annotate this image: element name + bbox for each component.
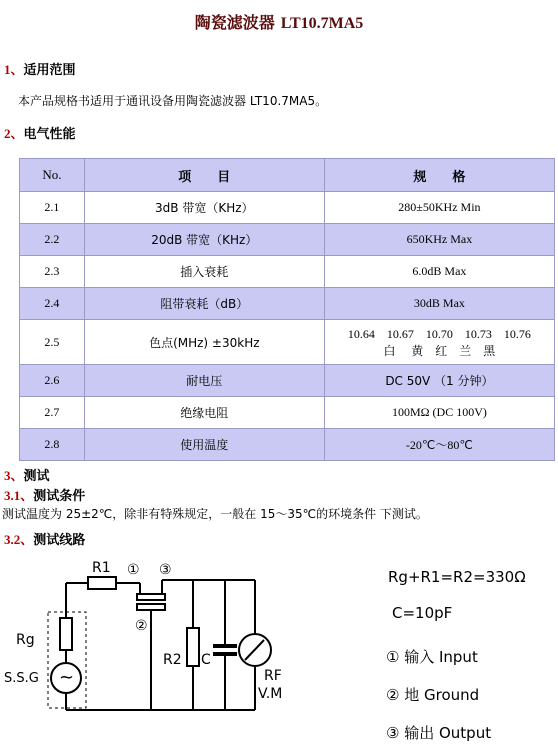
section-3-heading	[4, 465, 50, 484]
section-1-text: 本产品规格书适用于通讯设备用陶瓷滤波器 LT10.7MA5。	[18, 94, 328, 108]
row-spec: 6.0dB Max	[324, 256, 554, 288]
rg-resistor	[60, 618, 72, 650]
title-model: LT10.7MA5	[280, 15, 364, 32]
document-title	[0, 10, 558, 33]
note-impedance: Rg+R1=R2=330Ω	[388, 568, 526, 586]
table-row	[20, 397, 555, 429]
title-name: 陶瓷滤波器	[194, 13, 275, 32]
note-pin3-output: ③ 输出 Output	[386, 724, 492, 742]
section-3-1-title: 测试条件	[33, 489, 86, 504]
row-item: 阻带衰耗（dB）	[84, 288, 324, 320]
row-no: 2.3	[20, 256, 85, 288]
row-item: 色点(MHz) ±30kHz	[84, 320, 324, 365]
table-row	[20, 429, 555, 461]
header-spec: 规 格	[324, 159, 554, 192]
row-item: 耐电压	[84, 365, 324, 397]
note-pin1-input: ① 输入 Input	[386, 648, 478, 666]
r2-resistor	[187, 628, 199, 666]
row-spec-color-dots	[324, 320, 554, 365]
table-row	[20, 288, 555, 320]
section-3-2-heading	[4, 529, 85, 548]
section-2-heading	[4, 123, 76, 142]
section-3-1-text: 测试温度为 25±2℃，除非有特殊规定，一般在 15～35℃的环境条件 下测试。	[2, 507, 428, 521]
table-row	[20, 224, 555, 256]
row-no: 2.1	[20, 192, 85, 224]
section-1-number: 1、	[4, 62, 24, 77]
note-capacitance: C=10pF	[392, 604, 453, 622]
label-r1: R1	[92, 560, 111, 576]
label-pin3: ③	[159, 562, 172, 578]
section-3-1-number: 3.1、	[4, 488, 34, 503]
section-1-title: 适用范围	[23, 63, 76, 78]
table-row	[20, 192, 555, 224]
section-3-number: 3、	[4, 468, 24, 483]
table-row	[20, 320, 555, 365]
label-sine: ~	[59, 667, 75, 688]
row-spec: 30dB Max	[324, 288, 554, 320]
row-no: 2.6	[20, 365, 85, 397]
row-no: 2.2	[20, 224, 85, 256]
row-no: 2.4	[20, 288, 85, 320]
section-1-heading	[4, 59, 76, 78]
row-item: 3dB 带宽（KHz）	[84, 192, 324, 224]
electrical-spec-table	[19, 158, 555, 461]
label-pin2: ②	[135, 618, 148, 634]
row-spec: 100MΩ (DC 100V)	[324, 397, 554, 429]
test-circuit-diagram	[0, 548, 558, 754]
row-spec: 650KHz Max	[324, 224, 554, 256]
row-item: 20dB 带宽（KHz）	[84, 224, 324, 256]
color-dot-colors: 白 黄 红 兰 黑	[383, 344, 496, 358]
header-no: No.	[20, 159, 85, 192]
row-spec: -20℃～80℃	[324, 429, 554, 461]
r1-resistor	[88, 577, 116, 589]
header-item: 项 目	[84, 159, 324, 192]
label-c: C	[201, 652, 211, 668]
label-vm: V.M	[258, 686, 283, 702]
label-rf: RF	[264, 668, 282, 684]
section-2-title: 电气性能	[23, 127, 76, 142]
row-no: 2.8	[20, 429, 85, 461]
row-item: 使用温度	[84, 429, 324, 461]
note-pin2-ground: ② 地 Ground	[386, 686, 480, 704]
label-rg: Rg	[16, 632, 35, 648]
section-3-title: 测试	[23, 469, 50, 484]
table-row	[20, 365, 555, 397]
row-item: 绝缘电阻	[84, 397, 324, 429]
capacitor	[213, 646, 237, 654]
row-no: 2.7	[20, 397, 85, 429]
label-pin1: ①	[127, 562, 140, 578]
section-3-1-heading	[4, 485, 85, 504]
table-row	[20, 256, 555, 288]
row-spec: DC 50V （1 分钟）	[324, 365, 554, 397]
row-spec: 280±50KHz Min	[324, 192, 554, 224]
section-2-number: 2、	[4, 126, 24, 141]
filter-element	[137, 594, 165, 600]
table-header-row	[20, 159, 555, 192]
section-3-2-number: 3.2、	[4, 532, 34, 547]
row-no: 2.5	[20, 320, 85, 365]
label-r2: R2	[163, 652, 182, 668]
row-item: 插入衰耗	[84, 256, 324, 288]
color-dot-frequencies: 10.64 10.67 10.70 10.73 10.76	[347, 327, 531, 341]
label-ssg: S.S.G	[4, 671, 39, 686]
section-3-2-title: 测试线路	[33, 533, 86, 548]
